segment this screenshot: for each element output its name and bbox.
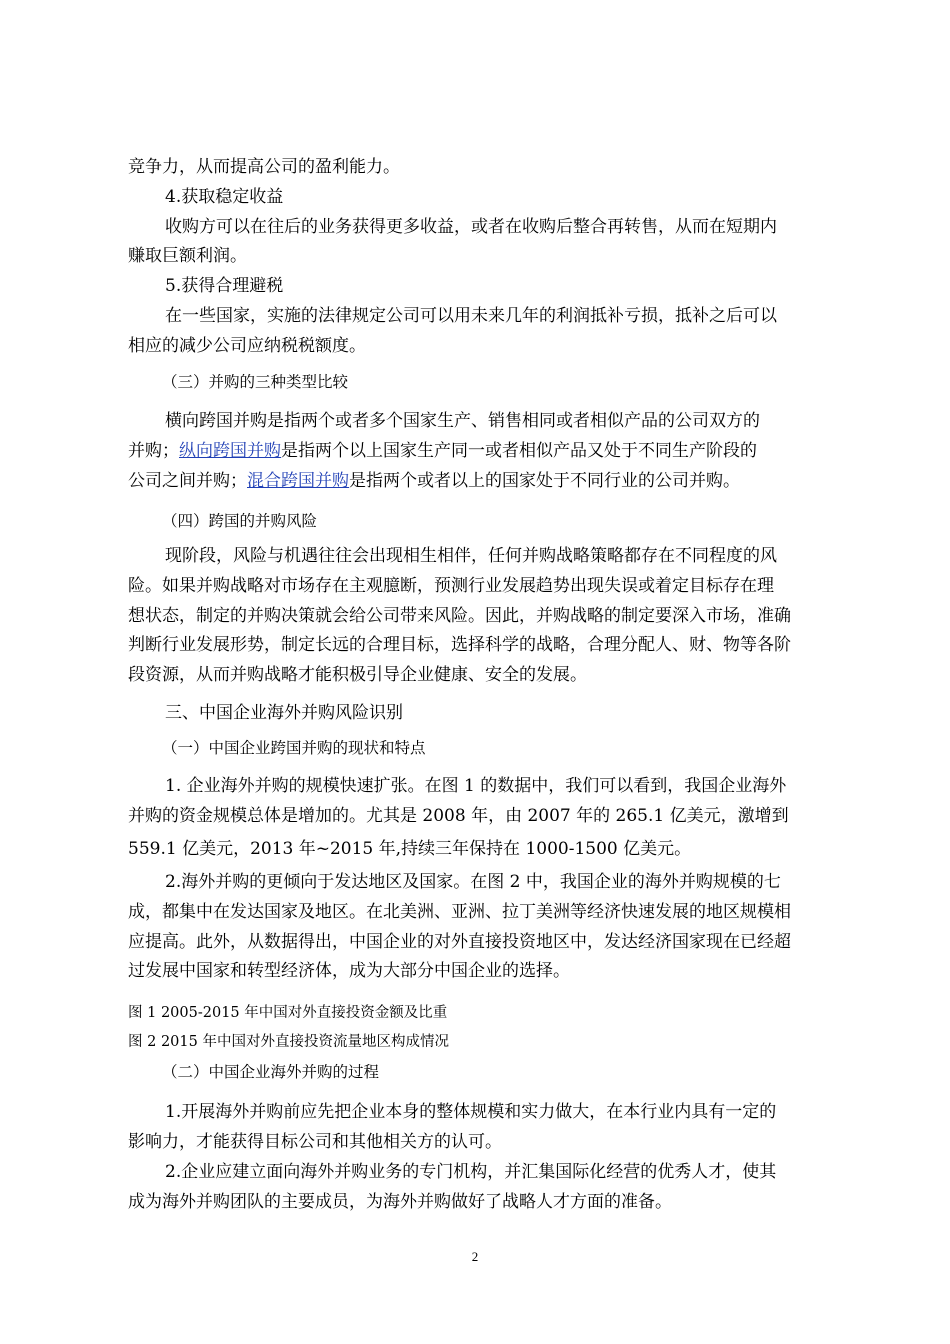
subsection-heading: （三）并购的三种类型比较 [162, 373, 349, 391]
paragraph-line: 成为海外并购团队的主要成员，为海外并购做好了战略人才方面的准备。 [128, 1192, 672, 1212]
figure-caption: 图 1 2005-2015 年中国对外直接投资金额及比重 [128, 1005, 448, 1021]
section-item-title: 5.获得合理避税 [165, 276, 284, 296]
paragraph-line: 在一些国家，实施的法律规定公司可以用未来几年的利润抵补亏损，抵补之后可以 [165, 306, 777, 326]
paragraph-line: 收购方可以在往后的业务获得更多收益，或者在收购后整合再转售，从而在短期内 [165, 217, 777, 237]
paragraph-line: 想状态，制定的并购决策就会给公司带来风险。因此，并购战略的制定要深入市场，准确 [128, 606, 791, 626]
subsection-heading: （一）中国企业跨国并购的现状和特点 [162, 739, 426, 757]
paragraph-line: 成，都集中在发达国家及地区。在北美洲、亚洲、拉丁美洲等经济快速发展的地区规模相 [128, 902, 791, 922]
paragraph-line: 竞争力，从而提高公司的盈利能力。 [128, 157, 400, 177]
paragraph-line: 并购的资金规模总体是增加的。尤其是 2008 年，由 2007 年的 265.1 亿美元，激增到 [128, 806, 789, 826]
paragraph-line: 559.1 亿美元，2013 年~2015 年,持续三年保持在 1000-1500 亿美元。 [128, 839, 692, 859]
paragraph-line: 过发展中国家和转型经济体，成为大部分中国企业的选择。 [128, 961, 570, 981]
text-segment: 公司之间并购； [128, 471, 247, 491]
paragraph-line [128, 441, 757, 461]
text-segment: 是指两个或者以上的国家处于不同行业的公司并购。 [349, 471, 740, 491]
conglomerate-merger-link[interactable]: 混合跨国并购 [247, 471, 349, 491]
paragraph-line: 赚取巨额利润。 [128, 246, 247, 266]
page-number: 2 [471, 1249, 479, 1264]
section-heading: 三、中国企业海外并购风险识别 [165, 703, 403, 723]
paragraph-line: 2.海外并购的更倾向于发达地区及国家。在图 2 中，我国企业的海外并购规模的七 [165, 872, 781, 892]
paragraph-line: 判断行业发展形势，制定长远的合理目标，选择科学的战略，合理分配人、财、物等各阶 [128, 635, 791, 655]
text-segment: 并购； [128, 441, 179, 461]
section-item-title: 4.获取稳定收益 [165, 187, 284, 207]
paragraph-line: 1.开展海外并购前应先把企业本身的整体规模和实力做大，在本行业内具有一定的 [165, 1102, 777, 1122]
subsection-heading: （四）跨国的并购风险 [162, 512, 318, 530]
figure-caption: 图 2 2015 年中国对外直接投资流量地区构成情况 [128, 1034, 449, 1050]
paragraph-line [128, 471, 740, 491]
vertical-merger-link[interactable]: 纵向跨国并购 [179, 441, 281, 461]
paragraph-line: 2.企业应建立面向海外并购业务的专门机构，并汇集国际化经营的优秀人才，使其 [165, 1162, 777, 1182]
paragraph-line: 1. 企业海外并购的规模快速扩张。在图 1 的数据中，我们可以看到，我国企业海外 [165, 776, 787, 796]
paragraph-line: 横向跨国并购是指两个或者多个国家生产、销售相同或者相似产品的公司双方的 [165, 411, 760, 431]
paragraph-line: 影响力，才能获得目标公司和其他相关方的认可。 [128, 1132, 502, 1152]
paragraph-line: 相应的减少公司应纳税税额度。 [128, 336, 366, 356]
paragraph-line: 段资源，从而并购战略才能积极引导企业健康、安全的发展。 [128, 665, 587, 685]
paragraph-line: 应提高。此外，从数据得出，中国企业的对外直接投资地区中，发达经济国家现在已经超 [128, 932, 791, 952]
paragraph-line: 现阶段，风险与机遇往往会出现相生相伴，任何并购战略策略都存在不同程度的风 [165, 546, 777, 566]
text-segment: 是指两个以上国家生产同一或者相似产品又处于不同生产阶段的 [281, 441, 757, 461]
paragraph-line: 险。如果并购战略对市场存在主观臆断，预测行业发展趋势出现失误或着定目标存在理 [128, 576, 774, 596]
subsection-heading: （二）中国企业海外并购的过程 [162, 1063, 380, 1081]
